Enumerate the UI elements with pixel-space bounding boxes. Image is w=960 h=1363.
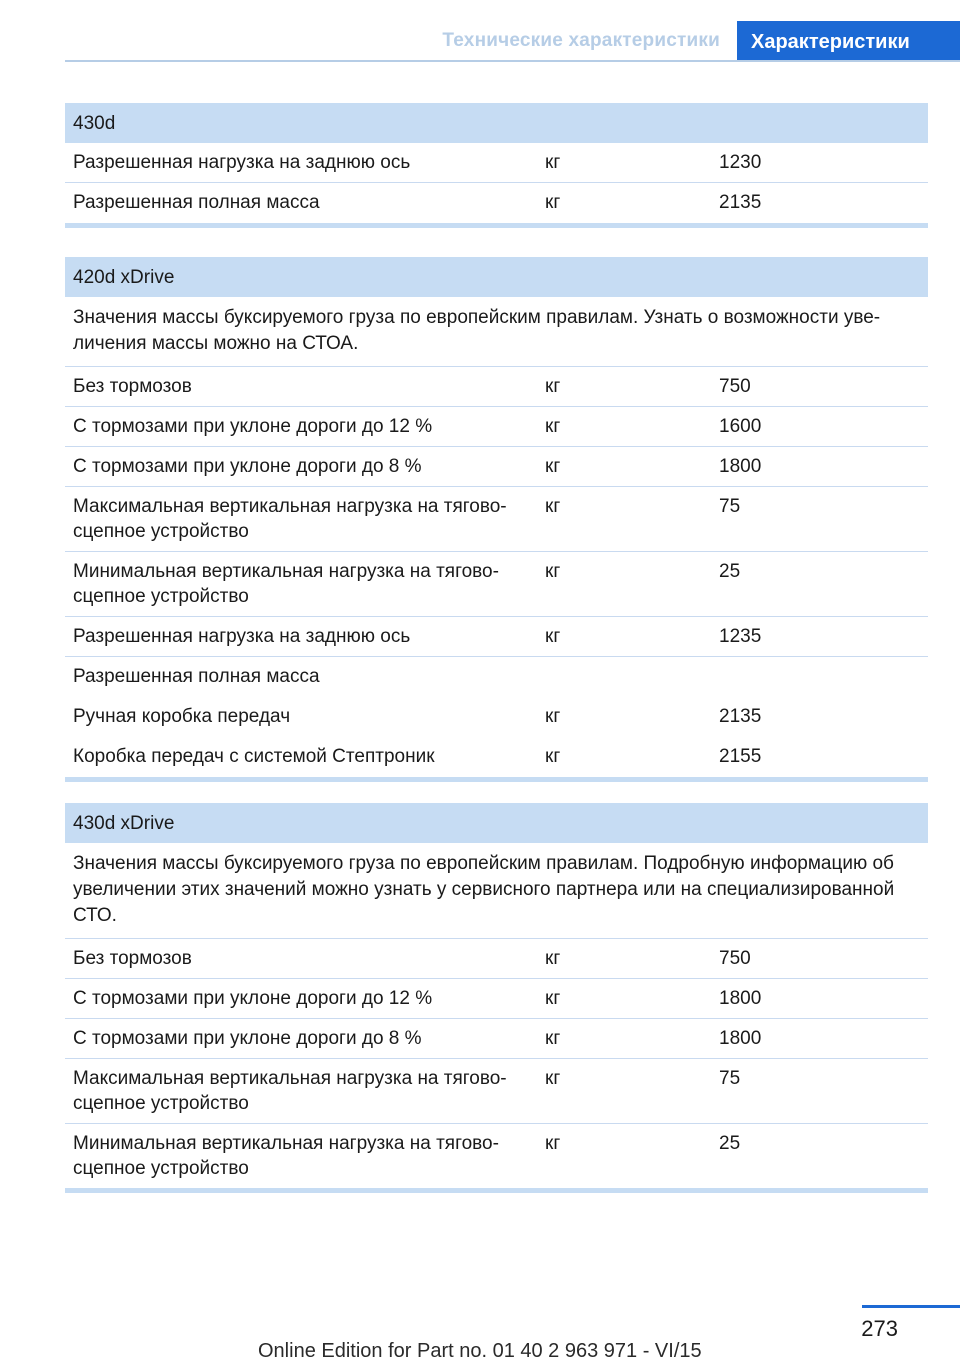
param-label: Разрешенная полная масса: [73, 666, 320, 687]
param-label: Ручная коробка передач: [73, 706, 291, 727]
table-row: [65, 737, 928, 777]
spec-table-430d: [65, 103, 928, 228]
param-label: С тормозами при уклоне дороги до 8 %: [73, 456, 422, 477]
value: 1230: [719, 152, 762, 173]
value: 2135: [719, 192, 762, 213]
table-row: [65, 487, 928, 552]
param-label: С тормозами при уклоне дороги до 8 %: [73, 1028, 422, 1049]
table-row: [65, 1124, 928, 1188]
footer-accent-line: [862, 1305, 960, 1308]
param-label: Максимальная вертикальная нагрузка на тягово-сцепное устройство: [73, 496, 507, 542]
param-label: Без тормозов: [73, 376, 192, 397]
param-label: Минимальная вертикальная нагрузка на тягово-сцепное устройство: [73, 1133, 499, 1179]
unit: кг: [545, 152, 561, 173]
param-label: Разрешенная нагрузка на заднюю ось: [73, 152, 411, 173]
unit: кг: [545, 746, 561, 767]
value: 750: [719, 948, 751, 969]
value: 2155: [719, 746, 762, 767]
unit: кг: [545, 706, 561, 727]
spec-table-420d-xdrive: [65, 257, 928, 782]
unit: кг: [545, 192, 561, 213]
unit: кг: [545, 1068, 561, 1089]
value: 25: [719, 1133, 741, 1154]
value: 1235: [719, 626, 762, 647]
param-label: С тормозами при уклоне дороги до 12 %: [73, 416, 433, 437]
table-title: 420d xDrive: [65, 257, 928, 297]
value: 1800: [719, 456, 762, 477]
param-label: Разрешенная нагрузка на заднюю ось: [73, 626, 411, 647]
param-label: Разрешенная полная масса: [73, 192, 320, 213]
unit: кг: [545, 456, 561, 477]
unit: кг: [545, 416, 561, 437]
param-label: Коробка передач с системой Стептроник: [73, 746, 435, 767]
unit: кг: [545, 1028, 561, 1049]
breadcrumb[interactable]: Технические характеристики: [442, 30, 720, 51]
value: 75: [719, 496, 741, 517]
table-row: [65, 657, 928, 697]
table-title: 430d: [65, 103, 928, 143]
table-row: [65, 367, 928, 407]
table-end-bar: [65, 1188, 928, 1193]
table-note: Значения массы буксируемого груза по европейским правилам. Подробную информацию об увеличении этих значений можно узнать у сервисного партнера или на специализированной СТО.: [65, 843, 928, 939]
value: [710, 664, 928, 690]
param-label: Без тормозов: [73, 948, 192, 969]
param-label: С тормозами при уклоне дороги до 12 %: [73, 988, 433, 1009]
value: 25: [719, 561, 741, 582]
page-number: 273: [861, 1316, 898, 1341]
table-note: Значения массы буксируемого груза по европейским правилам. Узнать о возможности уве-личения массы можно на СТОА.: [65, 297, 928, 367]
table-row: [65, 183, 928, 223]
unit: кг: [545, 376, 561, 397]
edition-note: Online Edition for Part no. 01 40 2 963 971 - VI/15: [258, 1340, 702, 1362]
unit: кг: [545, 561, 561, 582]
value: 1600: [719, 416, 762, 437]
table-row: [65, 447, 928, 487]
table-row: [65, 979, 928, 1019]
table-title: 430d xDrive: [65, 803, 928, 843]
spec-table-430d-xdrive: [65, 803, 928, 1193]
unit: кг: [545, 1133, 561, 1154]
table-end-bar: [65, 777, 928, 782]
unit: [538, 664, 710, 690]
table-row: [65, 1059, 928, 1124]
table-row: [65, 143, 928, 183]
table-end-bar: [65, 223, 928, 228]
table-row: [65, 939, 928, 979]
header-divider: [65, 60, 960, 62]
param-label: Максимальная вертикальная нагрузка на тягово-сцепное устройство: [73, 1068, 507, 1114]
section-tab[interactable]: Характеристики: [737, 21, 960, 61]
table-row: [65, 552, 928, 617]
unit: кг: [545, 948, 561, 969]
value: 750: [719, 376, 751, 397]
unit: кг: [545, 626, 561, 647]
table-row: [65, 407, 928, 447]
unit: кг: [545, 988, 561, 1009]
value: 75: [719, 1068, 741, 1089]
value: 1800: [719, 988, 762, 1009]
table-row: [65, 697, 928, 737]
param-label: Минимальная вертикальная нагрузка на тягово-сцепное устройство: [73, 561, 499, 607]
table-row: [65, 617, 928, 657]
unit: кг: [545, 496, 561, 517]
table-row: [65, 1019, 928, 1059]
value: 2135: [719, 706, 762, 727]
value: 1800: [719, 1028, 762, 1049]
page-header: [0, 0, 960, 62]
